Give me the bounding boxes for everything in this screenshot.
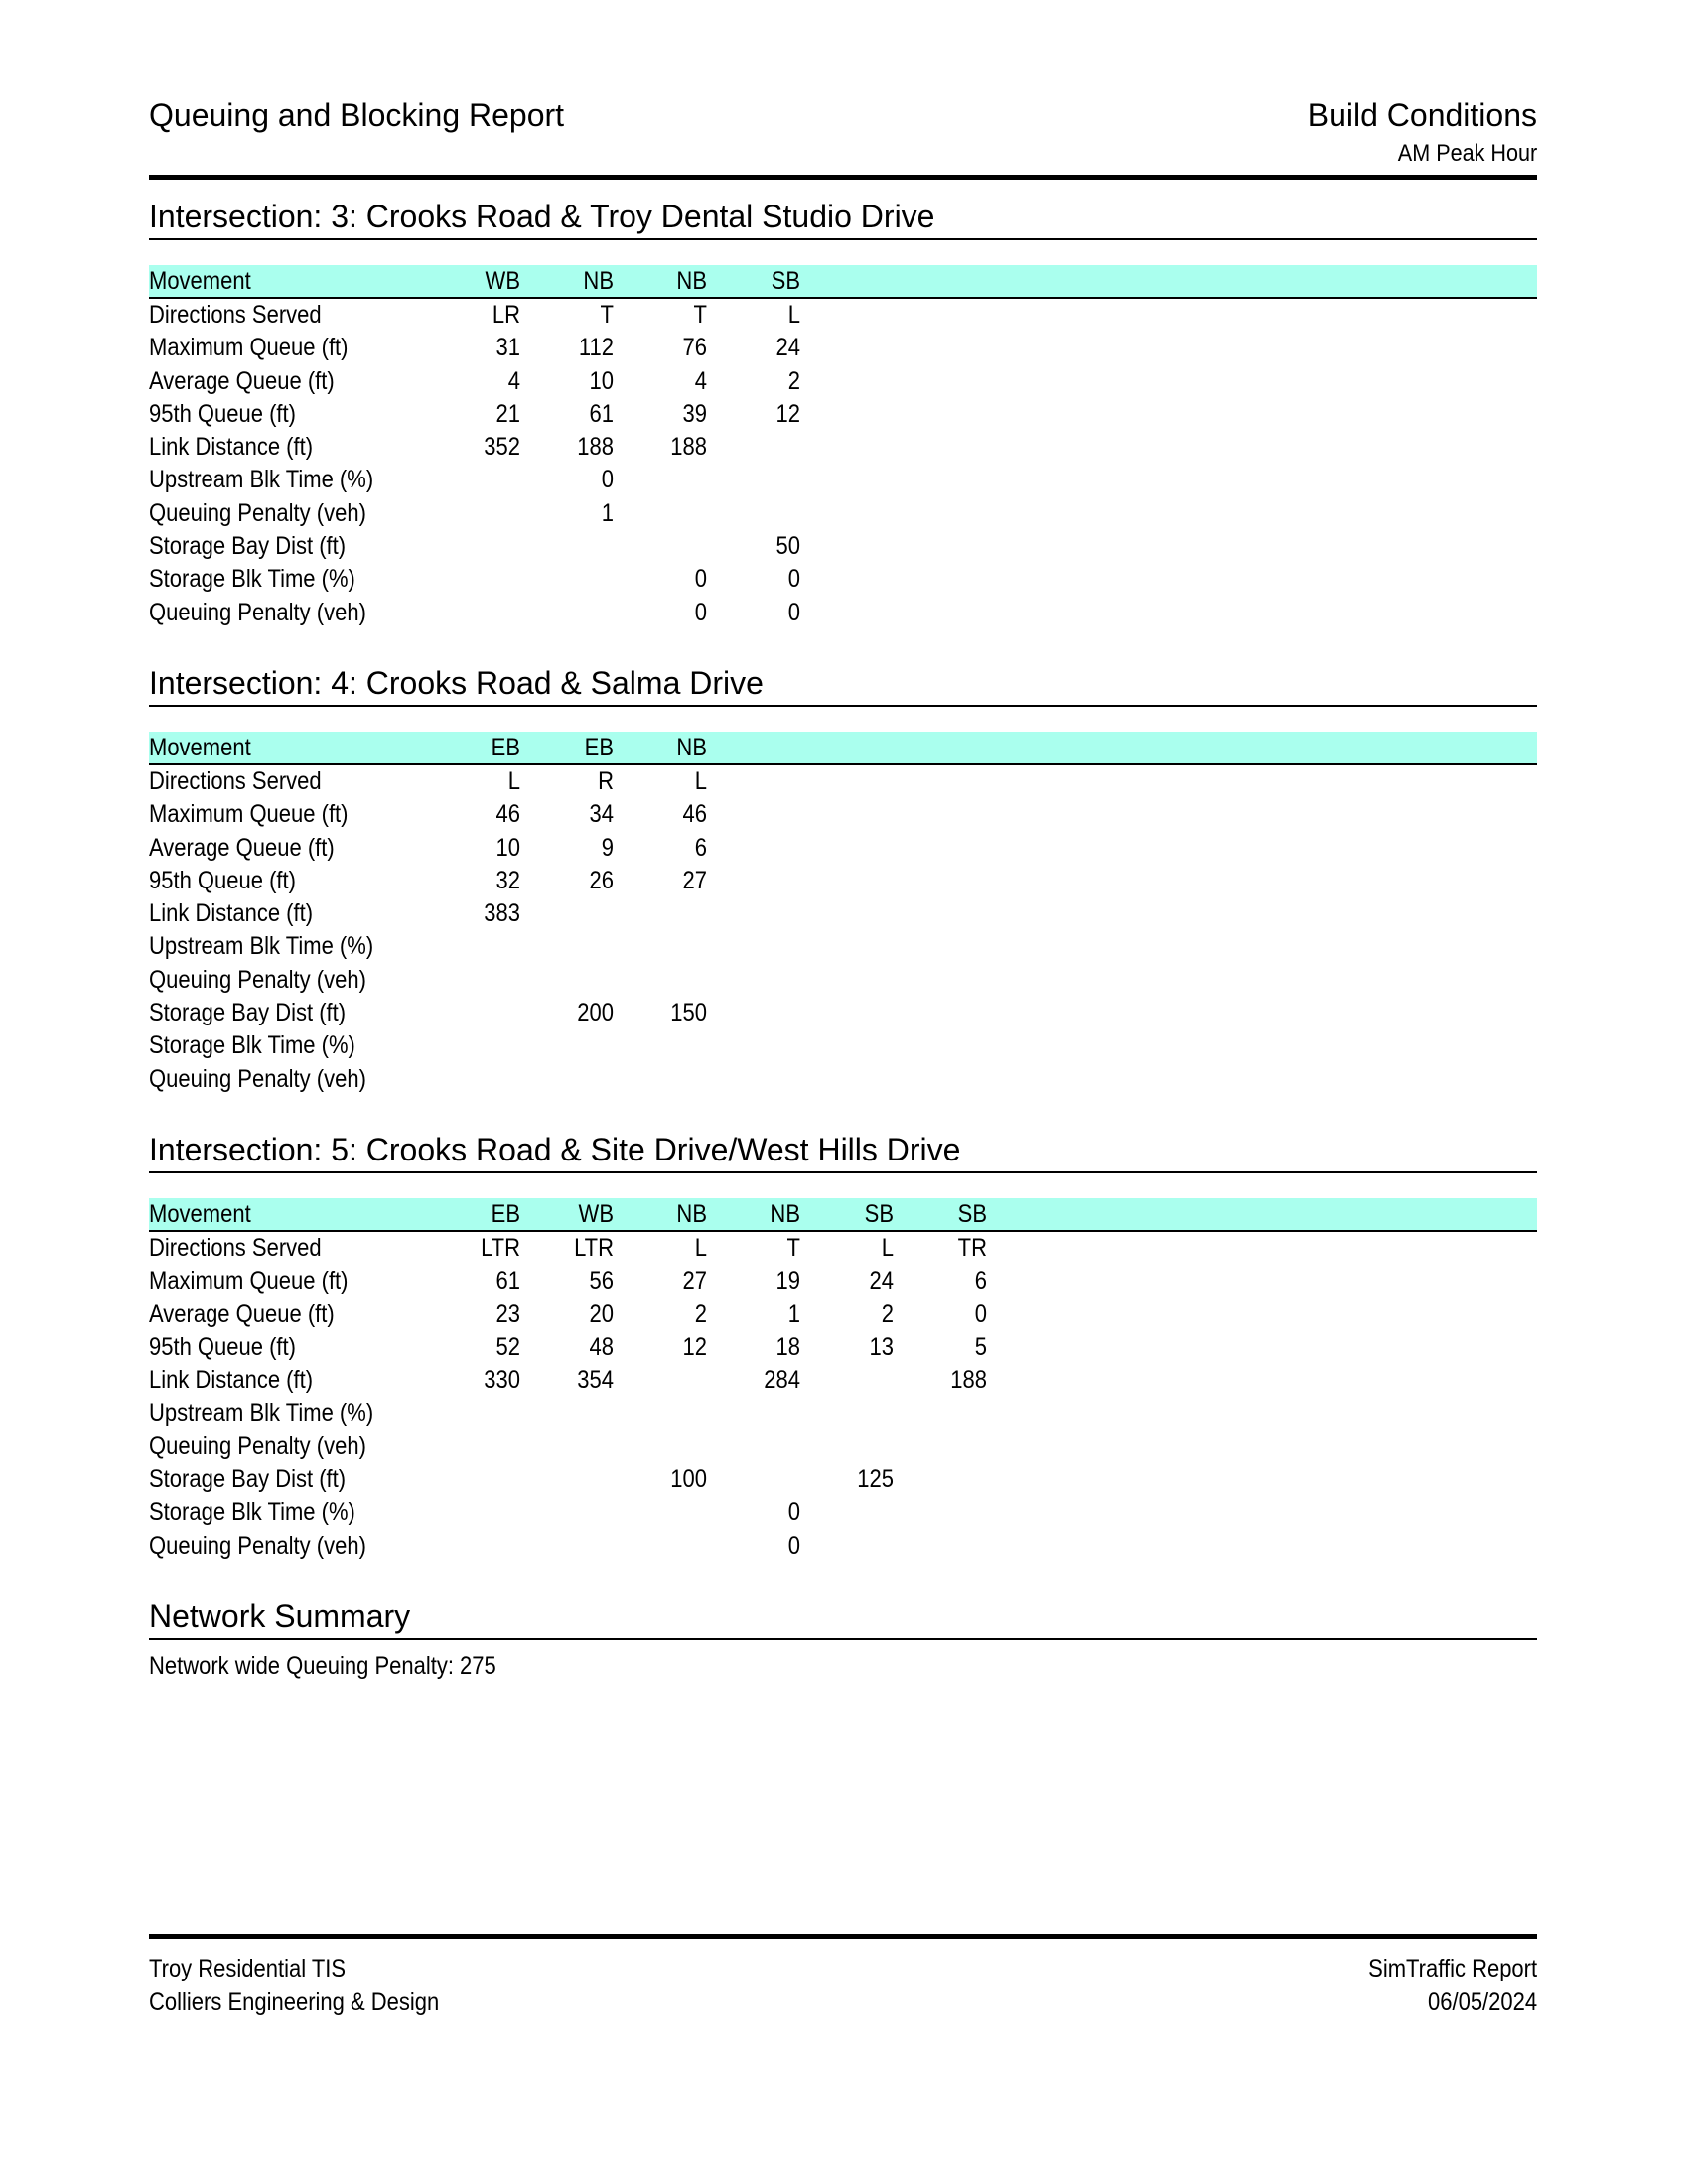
table-row [149,798,1537,831]
table-cell: 27 [682,866,707,894]
table-cell: 76 [682,334,707,362]
table-cell: 23 [495,1299,520,1328]
table-row [149,1496,1537,1529]
row-label: Directions Served [149,1234,322,1262]
table-cell: L [787,301,800,329]
table-row [149,997,1537,1029]
intersection-3-section [149,197,1537,629]
table-cell: 34 [589,800,614,829]
report-conditions [1308,97,1537,168]
column-header: SB [771,267,800,295]
table-row [149,597,1537,629]
table-cell: 1 [601,498,614,527]
table-cell: T [693,301,707,329]
table-cell: 5 [974,1332,987,1361]
table-row [149,1463,1537,1496]
section-title: Intersection: 4: Crooks Road & Salma Drive [149,663,1537,707]
column-header: NB [676,267,707,295]
table-row [149,1364,1537,1397]
row-label: Link Distance (ft) [149,899,314,928]
table-cell: LTR [574,1234,614,1262]
table-row [149,497,1537,530]
column-header: NB [676,1200,707,1228]
table-row [149,365,1537,398]
header-divider [149,175,1537,180]
table-cell: TR [957,1234,987,1262]
table-cell: 18 [775,1332,800,1361]
row-label: Queuing Penalty (veh) [149,965,366,994]
table-cell: 0 [787,598,800,626]
row-label: Upstream Blk Time (%) [149,932,374,961]
table-row [149,431,1537,464]
table-cell: 352 [484,433,520,462]
table-row [149,1298,1537,1331]
row-label: Directions Served [149,301,322,329]
table-cell: 10 [589,366,614,395]
row-label: Upstream Blk Time (%) [149,466,374,494]
column-header: NB [770,1200,800,1228]
table-cell: R [598,767,614,795]
peak-hour: AM Peak Hour [1397,140,1537,167]
footer-right [1368,1952,1537,2019]
build-conditions: Build Conditions [1307,97,1537,133]
table-cell: 383 [484,899,520,928]
table-cell: 200 [577,999,614,1027]
table-cell: 20 [589,1299,614,1328]
row-label: 95th Queue (ft) [149,399,296,428]
table-row [149,765,1537,798]
table-cell: 46 [682,800,707,829]
movement-header: Movement [149,734,251,761]
table-cell: 125 [857,1465,894,1494]
table-cell: T [786,1234,800,1262]
table-row [149,464,1537,496]
table-cell: 4 [694,366,707,395]
column-header: EB [584,734,614,761]
queue-table [149,732,1537,1096]
column-header: WB [485,267,520,295]
table-cell: 188 [577,433,614,462]
table-row [149,1232,1537,1265]
table-row [149,930,1537,963]
report-date: 06/05/2024 [1427,1988,1537,2016]
table-cell: LR [492,301,520,329]
table-row [149,299,1537,332]
table-cell: 0 [787,1498,800,1527]
project-name: Troy Residential TIS [149,1955,347,1982]
table-row [149,865,1537,897]
table-cell: 24 [775,334,800,362]
queue-table [149,265,1537,629]
row-label: Storage Bay Dist (ft) [149,532,347,561]
row-label: Storage Bay Dist (ft) [149,1465,347,1494]
table-cell: 6 [974,1267,987,1296]
table-cell: 24 [869,1267,894,1296]
table-cell: L [507,767,520,795]
table-cell: 2 [694,1299,707,1328]
table-cell: 2 [881,1299,894,1328]
table-cell: 9 [601,833,614,862]
table-row [149,332,1537,364]
row-label: Queuing Penalty (veh) [149,598,366,626]
table-cell: 50 [775,532,800,561]
table-cell: L [694,767,707,795]
section-title: Intersection: 3: Crooks Road & Troy Dental Studio Drive [149,197,1537,240]
row-label: Queuing Penalty (veh) [149,1064,366,1093]
table-cell: 188 [950,1366,987,1395]
table-cell: L [694,1234,707,1262]
table-row [149,1063,1537,1096]
row-label: Queuing Penalty (veh) [149,498,366,527]
table-row [149,1265,1537,1297]
table-cell: 100 [670,1465,707,1494]
table-header-row [149,265,1537,299]
table-row [149,563,1537,596]
table-cell: 27 [682,1267,707,1296]
table-cell: 1 [787,1299,800,1328]
table-cell: 19 [775,1267,800,1296]
table-cell: T [600,301,614,329]
row-label: 95th Queue (ft) [149,866,296,894]
table-row [149,1431,1537,1463]
footer-left [149,1952,439,2019]
column-header: NB [583,267,614,295]
table-cell: 12 [682,1332,707,1361]
table-cell: 354 [577,1366,614,1395]
table-row [149,1397,1537,1430]
network-summary-section [149,1596,1537,1681]
row-label: Maximum Queue (ft) [149,334,349,362]
table-cell: 12 [775,399,800,428]
row-label: Link Distance (ft) [149,433,314,462]
row-label: Upstream Blk Time (%) [149,1399,374,1428]
table-cell: LTR [481,1234,520,1262]
table-cell: 21 [495,399,520,428]
table-cell: 56 [589,1267,614,1296]
table-cell: 188 [670,433,707,462]
row-label: Maximum Queue (ft) [149,1267,349,1296]
row-label: Link Distance (ft) [149,1366,314,1395]
table-cell: 13 [869,1332,894,1361]
table-cell: 52 [495,1332,520,1361]
table-cell: 284 [764,1366,800,1395]
table-row [149,964,1537,997]
table-cell: 0 [787,1531,800,1560]
table-row [149,1029,1537,1062]
queue-table [149,1198,1537,1563]
report-type: SimTraffic Report [1368,1955,1537,1982]
column-header: EB [491,1200,520,1228]
table-cell: 4 [507,366,520,395]
company-name: Colliers Engineering & Design [149,1988,440,2016]
section-title: Network Summary [149,1596,1537,1640]
row-label: Queuing Penalty (veh) [149,1432,366,1460]
intersection-4-section [149,663,1537,1096]
table-row [149,398,1537,431]
row-label: Directions Served [149,767,322,795]
table-cell: 6 [694,833,707,862]
table-cell: 150 [670,999,707,1027]
row-label: Average Queue (ft) [149,366,335,395]
column-header: EB [491,734,520,761]
column-header: WB [578,1200,614,1228]
table-row [149,530,1537,563]
table-row [149,897,1537,930]
table-cell: 39 [682,399,707,428]
table-header-row [149,1198,1537,1232]
table-row [149,1331,1537,1364]
network-penalty-text: Network wide Queuing Penalty: 275 [149,1652,496,1680]
table-cell: 48 [589,1332,614,1361]
table-cell: 0 [694,565,707,594]
table-row [149,1530,1537,1563]
row-label: 95th Queue (ft) [149,1332,296,1361]
table-cell: 26 [589,866,614,894]
row-label: Average Queue (ft) [149,1299,335,1328]
table-header-row [149,732,1537,765]
table-cell: 31 [495,334,520,362]
column-header: SB [864,1200,894,1228]
table-cell: 0 [694,598,707,626]
table-row [149,832,1537,865]
row-label: Storage Blk Time (%) [149,1498,355,1527]
table-cell: 0 [787,565,800,594]
report-title: Queuing and Blocking Report [149,97,565,133]
table-cell: 330 [484,1366,520,1395]
table-cell: 61 [589,399,614,428]
table-cell: 61 [495,1267,520,1296]
table-cell: 46 [495,800,520,829]
table-cell: 0 [601,466,614,494]
intersection-5-section [149,1130,1537,1563]
movement-header: Movement [149,267,251,295]
table-cell: 2 [787,366,800,395]
column-header: NB [676,734,707,761]
column-header: SB [957,1200,987,1228]
footer-divider [149,1934,1537,1939]
table-cell: L [881,1234,894,1262]
row-label: Storage Bay Dist (ft) [149,999,347,1027]
table-cell: 112 [578,334,614,362]
movement-header: Movement [149,1200,251,1228]
table-cell: 0 [974,1299,987,1328]
row-label: Storage Blk Time (%) [149,1031,355,1060]
section-title: Intersection: 5: Crooks Road & Site Drive/West Hills Drive [149,1130,1537,1173]
row-label: Storage Blk Time (%) [149,565,355,594]
table-cell: 10 [495,833,520,862]
row-label: Queuing Penalty (veh) [149,1531,366,1560]
table-cell: 32 [495,866,520,894]
row-label: Maximum Queue (ft) [149,800,349,829]
row-label: Average Queue (ft) [149,833,335,862]
